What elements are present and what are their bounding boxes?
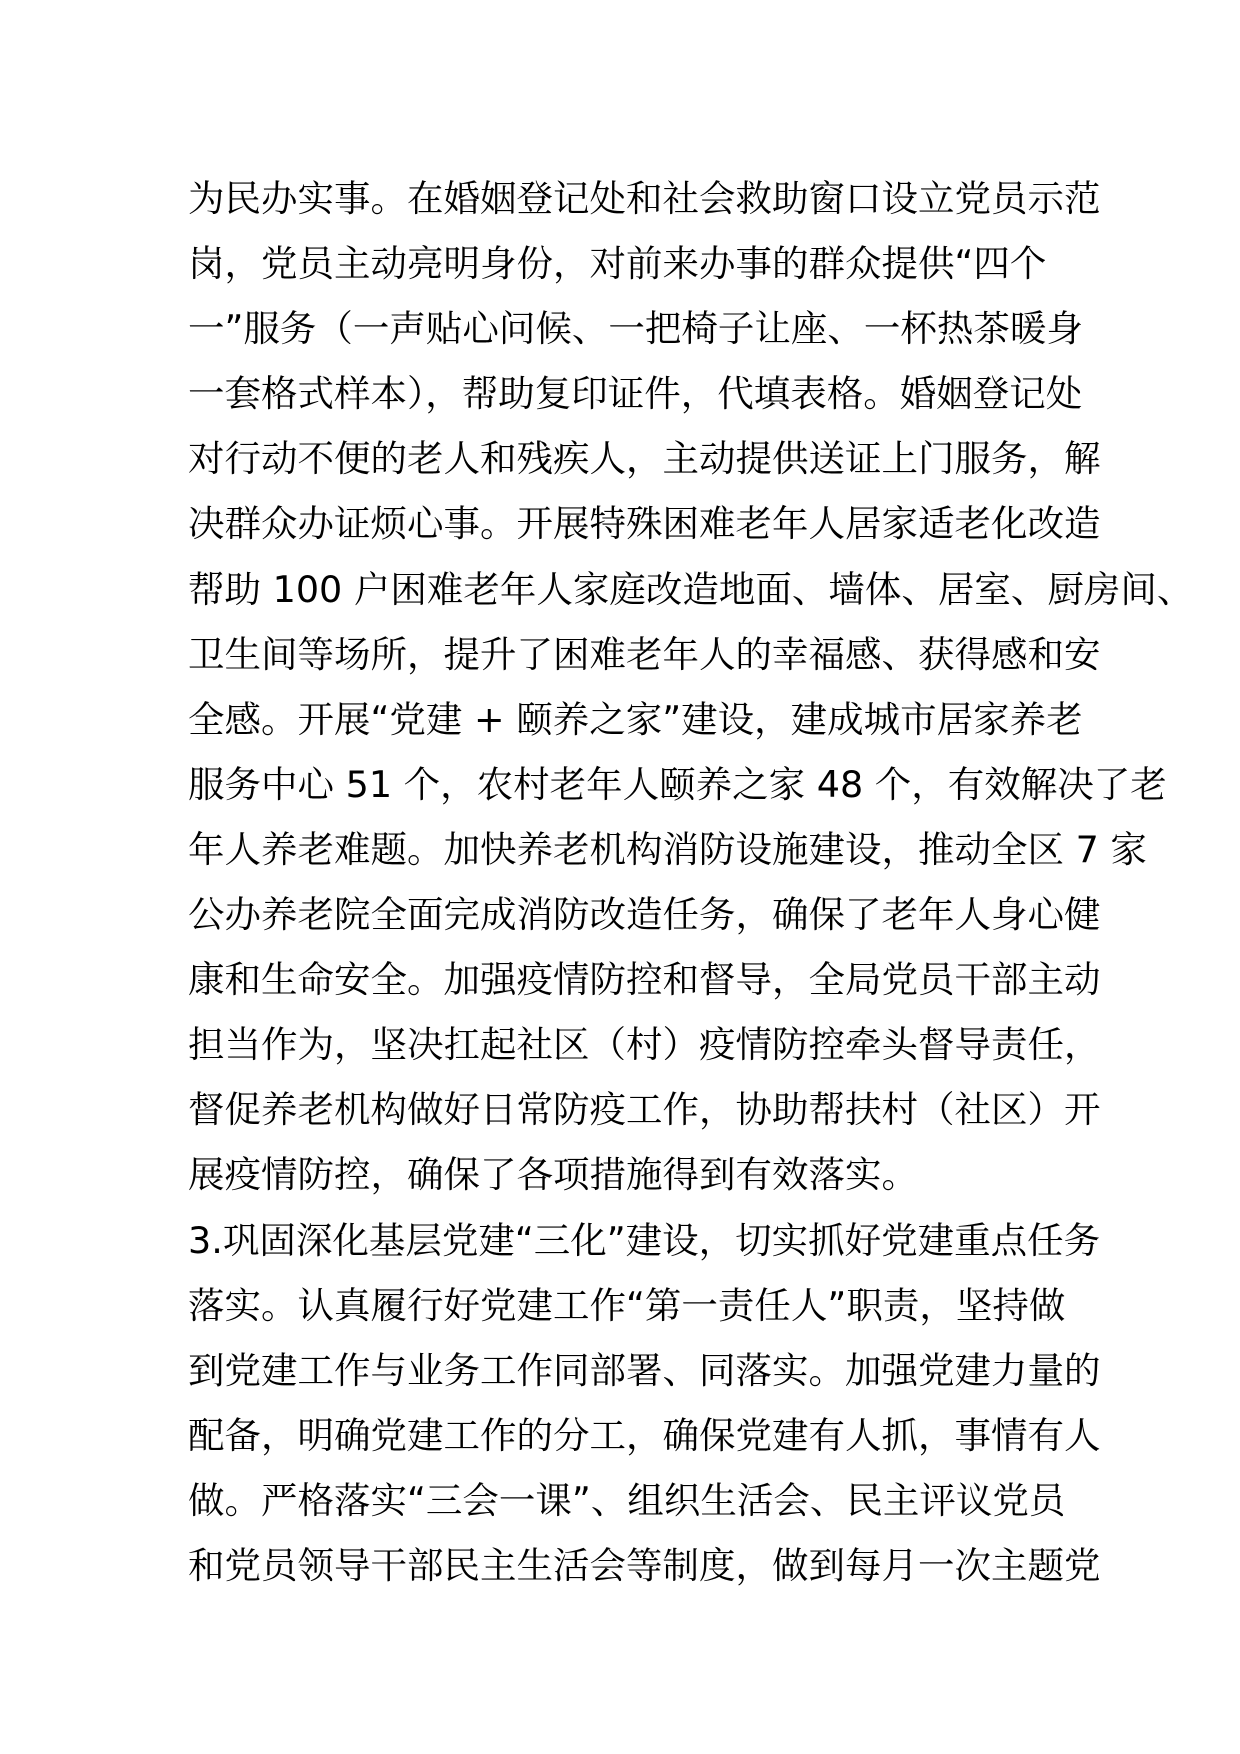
- text-line: 展疫情防控，确保了各项措施得到有效落实。: [188, 1153, 918, 1197]
- text-line: 为民办实事。在婚姻登记处和社会救助窗口设立党员示范: [188, 177, 1101, 220]
- text-line: 督促养老机构做好日常防疫工作，协助帮扶村（社区）开: [188, 1088, 1101, 1132]
- text-line: 和党员领导干部民主生活会等制度，做到每月一次主题党: [188, 1543, 1101, 1587]
- text-line: 帮助 100 户困难老年人家庭改造地面、墙体、居室、厨房间、: [188, 567, 1194, 611]
- text-line: 到党建工作与业务工作同部署、同落实。加强党建力量的: [188, 1348, 1101, 1392]
- text-line: 对行动不便的老人和残疾人，主动提供送证上门服务，解: [188, 437, 1101, 481]
- text-line: 配备，明确党建工作的分工，确保党建有人抓，事情有人: [188, 1413, 1101, 1457]
- text-line: 一套格式样本），帮助复印证件，代填表格。婚姻登记处: [188, 372, 1083, 416]
- text-line: 做。严格落实“三会一课”、组织生活会、民主评议党员: [188, 1478, 1066, 1522]
- text-line: 服务中心 51 个，农村老年人颐养之家 48 个，有效解决了老: [188, 762, 1167, 806]
- text-line: 康和生命安全。加强疫情防控和督导，全局党员干部主动: [188, 958, 1101, 1002]
- text-line: 卫生间等场所，提升了困难老年人的幸福感、获得感和安: [188, 632, 1101, 676]
- text-line: 年人养老难题。加快养老机构消防设施建设，推动全区 7 家: [188, 827, 1147, 871]
- text-line: 决群众办证烦心事。开展特殊困难老年人居家适老化改造: [188, 502, 1101, 546]
- text-line: 落实。认真履行好党建工作“第一责任人”职责，坚持做: [188, 1283, 1066, 1327]
- text-line: 一”服务（一声贴心问候、一把椅子让座、一杯热茶暖身: [188, 307, 1083, 351]
- body-text: [188, 166, 1194, 1598]
- section-heading-line: 3.巩固深化基层党建“三化”建设，切实抓好党建重点任务: [188, 1218, 1101, 1262]
- text-line: 全感。开展“党建 + 颐养之家”建设，建成城市居家养老: [188, 697, 1083, 741]
- text-line: 公办养老院全面完成消防改造任务，确保了老年人身心健: [188, 893, 1101, 937]
- text-line: 岗，党员主动亮明身份，对前来办事的群众提供“四个: [188, 242, 1047, 286]
- text-line: 担当作为，坚决扛起社区（村）疫情防控牵头督导责任，: [188, 1023, 1101, 1067]
